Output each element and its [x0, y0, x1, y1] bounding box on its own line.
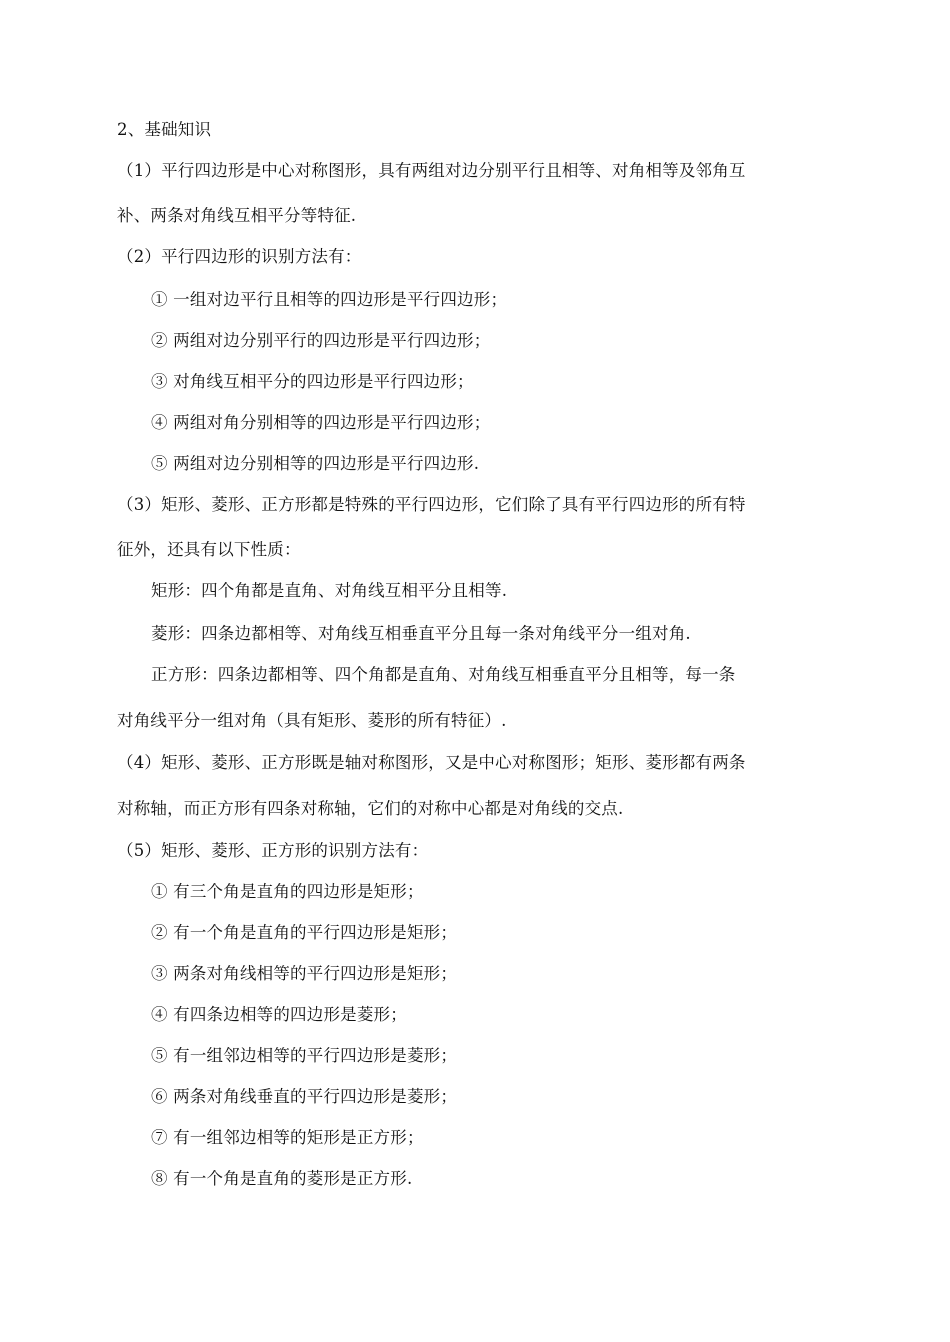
paragraph-3-line-1: （3）矩形、菱形、正方形都是特殊的平行四边形，它们除了具有平行四边形的所有特	[117, 495, 746, 514]
section-title: 2、基础知识	[117, 120, 212, 139]
special-quad-criterion-4: ④ 有四条边相等的四边形是菱形；	[151, 1005, 407, 1024]
special-quad-criterion-2: ② 有一个角是直角的平行四边形是矩形；	[151, 923, 458, 942]
paragraph-2-intro: （2）平行四边形的识别方法有：	[117, 247, 362, 266]
paragraph-5-intro: （5）矩形、菱形、正方形的识别方法有：	[117, 841, 429, 860]
paragraph-1-line-2: 补、两条对角线互相平分等特征.	[117, 206, 357, 225]
special-quad-criterion-1: ① 有三个角是直角的四边形是矩形；	[151, 882, 424, 901]
square-properties-line-2: 对角线平分一组对角（具有矩形、菱形的所有特征）.	[117, 711, 507, 730]
parallelogram-criterion-5: ⑤ 两组对边分别相等的四边形是平行四边形.	[151, 454, 480, 473]
paragraph-4-line-2: 对称轴，而正方形有四条对称轴，它们的对称中心都是对角线的交点.	[117, 799, 624, 818]
special-quad-criterion-6: ⑥ 两条对角线垂直的平行四边形是菱形；	[151, 1087, 458, 1106]
special-quad-criterion-7: ⑦ 有一组邻边相等的矩形是正方形；	[151, 1128, 424, 1147]
rectangle-properties: 矩形：四个角都是直角、对角线互相平分且相等.	[151, 581, 508, 600]
rhombus-properties: 菱形：四条边都相等、对角线互相垂直平分且每一条对角线平分一组对角.	[151, 624, 691, 643]
parallelogram-criterion-3: ③ 对角线互相平分的四边形是平行四边形；	[151, 372, 474, 391]
parallelogram-criterion-1: ① 一组对边平行且相等的四边形是平行四边形；	[151, 290, 508, 309]
parallelogram-criterion-2: ② 两组对边分别平行的四边形是平行四边形；	[151, 331, 491, 350]
parallelogram-criterion-4: ④ 两组对角分别相等的四边形是平行四边形；	[151, 413, 491, 432]
paragraph-3-line-2: 征外，还具有以下性质：	[117, 540, 301, 559]
square-properties-line-1: 正方形：四条边都相等、四个角都是直角、对角线互相垂直平分且相等，每一条	[151, 665, 736, 684]
special-quad-criterion-5: ⑤ 有一组邻边相等的平行四边形是菱形；	[151, 1046, 458, 1065]
special-quad-criterion-8: ⑧ 有一个角是直角的菱形是正方形.	[151, 1169, 413, 1188]
paragraph-4-line-1: （4）矩形、菱形、正方形既是轴对称图形，又是中心对称图形；矩形、菱形都有两条	[117, 753, 746, 772]
paragraph-1-line-1: （1）平行四边形是中心对称图形，具有两组对边分别平行且相等、对角相等及邻角互	[117, 161, 746, 180]
special-quad-criterion-3: ③ 两条对角线相等的平行四边形是矩形；	[151, 964, 458, 983]
